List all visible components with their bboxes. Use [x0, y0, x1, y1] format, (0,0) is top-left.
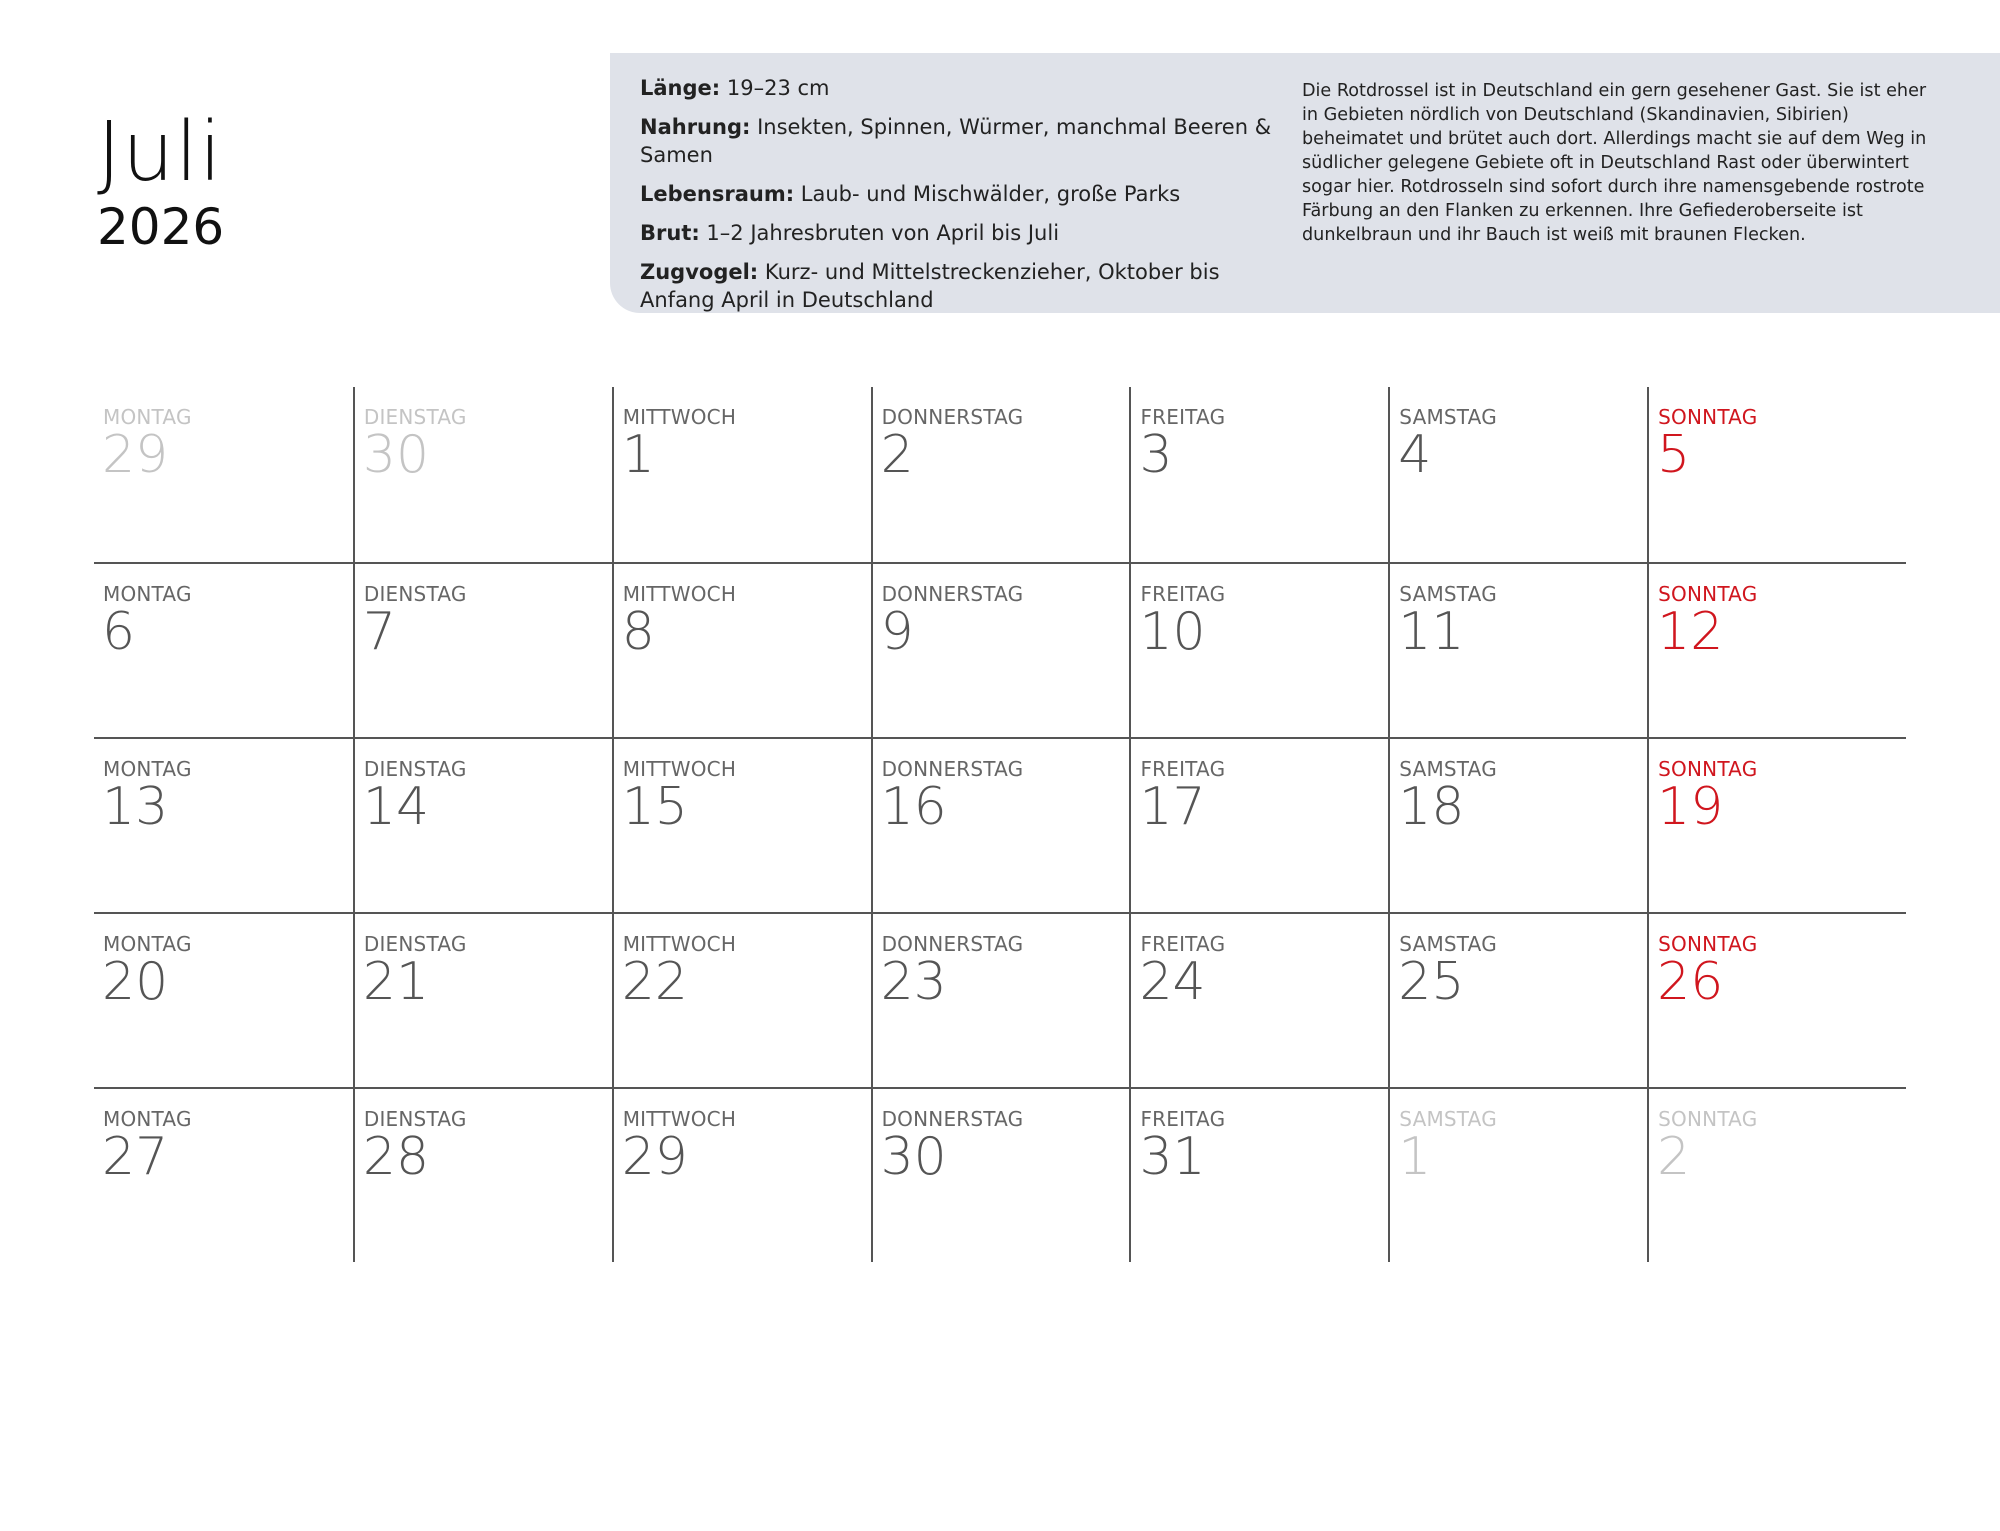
weekday-label: SONNTAG: [1658, 932, 1758, 956]
weekday-label: FREITAG: [1140, 932, 1226, 956]
day-cell: [94, 739, 353, 912]
day-number: 22: [621, 952, 688, 1012]
weekday-label: FREITAG: [1140, 405, 1226, 429]
weekday-label: MONTAG: [103, 757, 192, 781]
day-number: 27: [102, 1127, 169, 1187]
day-number: 30: [880, 1127, 947, 1187]
day-number: 28: [362, 1127, 430, 1187]
weekday-label: DONNERSTAG: [881, 932, 1024, 956]
day-cell: [1129, 739, 1388, 912]
day-number: 31: [1139, 1127, 1206, 1187]
day-cell: [871, 914, 1130, 1087]
day-cell: [353, 387, 612, 562]
day-number: 10: [1139, 602, 1206, 662]
fact-text: Laub- und Mischwälder, große Parks: [794, 181, 1181, 206]
day-cell: [612, 564, 871, 737]
day-cell: [1388, 914, 1647, 1087]
day-number: 2: [880, 425, 914, 485]
day-number: 14: [362, 777, 430, 837]
day-cell: [94, 387, 353, 562]
month-header: [97, 105, 225, 256]
weekday-label: DONNERSTAG: [881, 582, 1024, 606]
weekday-label: FREITAG: [1140, 1107, 1226, 1131]
fact-text: 1–2 Jahresbruten von April bis Juli: [699, 221, 1060, 246]
bird-description: Die Rotdrossel ist in Deutschland ein gern gesehener Gast. Sie ist eher in Gebieten nördlich von Deutschland (Skandinavien, Sibirien) beheimatet und brütet auch dort. Allerdings macht sie auf dem Weg in südlicher gelegene Gebiete oft in Deutschland Rast oder überwintert sogar hier. Rotdrosseln sind sofort durch ihre namensgebende rostrote Färbung an den Flanken zu erkennen. Ihre Gefiederoberseite ist dunkelbraun und ihr Bauch ist weiß mit braunen Flecken.: [1302, 81, 1927, 245]
weekday-label: MITTWOCH: [622, 405, 737, 429]
weekday-label: MONTAG: [103, 1107, 192, 1131]
calendar-week-row: [94, 387, 1906, 562]
day-cell: [353, 564, 612, 737]
day-cell: [1129, 387, 1388, 562]
day-number: 26: [1657, 952, 1724, 1012]
day-cell: [871, 1089, 1130, 1262]
fact-text: Insekten, Spinnen, Würmer, manchmal Beeren & Samen: [640, 115, 1272, 167]
calendar-week-row: [94, 1087, 1906, 1262]
day-cell: [612, 739, 871, 912]
day-cell: [1388, 1089, 1647, 1262]
fact-label: Nahrung:: [640, 115, 751, 140]
weekday-label: MITTWOCH: [622, 1107, 737, 1131]
day-cell: [353, 914, 612, 1087]
day-number: 1: [1398, 1127, 1432, 1187]
fact-label: Brut:: [640, 221, 700, 246]
weekday-label: SONNTAG: [1658, 405, 1758, 429]
day-cell: [1129, 564, 1388, 737]
day-cell: [1647, 914, 1906, 1087]
day-number: 11: [1398, 602, 1465, 662]
day-cell: [1129, 914, 1388, 1087]
day-number: 6: [102, 602, 136, 662]
day-number: 30: [362, 425, 430, 485]
month-title: Juli: [97, 105, 223, 200]
day-cell: [94, 564, 353, 737]
day-number: 16: [880, 777, 947, 837]
day-number: 21: [362, 952, 430, 1012]
weekday-label: DONNERSTAG: [881, 405, 1024, 429]
day-number: 9: [880, 602, 914, 662]
calendar-grid: [94, 387, 1906, 1262]
weekday-label: DONNERSTAG: [881, 1107, 1024, 1131]
weekday-label: FREITAG: [1140, 757, 1226, 781]
weekday-label: DIENSTAG: [363, 932, 467, 956]
day-cell: [871, 387, 1130, 562]
day-cell: [612, 914, 871, 1087]
fact-text: Kurz- und Mittelstreckenzieher, Oktober bis Anfang April in Deutschland: [640, 260, 1220, 312]
day-cell: [1647, 564, 1906, 737]
day-number: 18: [1398, 777, 1465, 837]
weekday-label: MONTAG: [103, 405, 192, 429]
fact-length: [640, 75, 1280, 102]
day-number: 4: [1398, 425, 1432, 485]
weekday-label: SAMSTAG: [1399, 932, 1497, 956]
fact-label: Zugvogel:: [640, 260, 759, 285]
weekday-label: MITTWOCH: [622, 757, 737, 781]
day-cell: [1647, 739, 1906, 912]
weekday-label: DIENSTAG: [363, 1107, 467, 1131]
day-cell: [1388, 739, 1647, 912]
day-cell: [94, 914, 353, 1087]
day-cell: [1647, 1089, 1906, 1262]
day-number: 19: [1657, 777, 1724, 837]
weekday-label: SAMSTAG: [1399, 582, 1497, 606]
day-number: 8: [621, 602, 655, 662]
day-cell: [1647, 387, 1906, 562]
day-number: 17: [1139, 777, 1206, 837]
fact-label: Lebensraum:: [640, 181, 795, 206]
day-number: 24: [1139, 952, 1206, 1012]
day-number: 12: [1657, 602, 1724, 662]
day-number: 23: [880, 952, 947, 1012]
calendar-week-row: [94, 562, 1906, 737]
info-panel: [610, 53, 2000, 313]
weekday-label: MONTAG: [103, 932, 192, 956]
day-cell: [1388, 564, 1647, 737]
day-cell: [871, 564, 1130, 737]
weekday-label: SONNTAG: [1658, 1107, 1758, 1131]
day-cell: [1388, 387, 1647, 562]
day-number: 29: [102, 425, 169, 485]
fact-text: 19–23 cm: [720, 76, 830, 100]
weekday-label: FREITAG: [1140, 582, 1226, 606]
weekday-label: DIENSTAG: [363, 582, 467, 606]
facts-list: [640, 75, 1280, 326]
year-title: 2026: [97, 198, 225, 256]
calendar-week-row: [94, 737, 1906, 912]
weekday-label: MITTWOCH: [622, 582, 737, 606]
day-number: 1: [621, 425, 655, 485]
day-number: 3: [1139, 425, 1173, 485]
weekday-label: DONNERSTAG: [881, 757, 1024, 781]
day-cell: [94, 1089, 353, 1262]
fact-food: [640, 114, 1280, 169]
day-cell: [871, 739, 1130, 912]
day-cell: [353, 1089, 612, 1262]
calendar-week-row: [94, 912, 1906, 1087]
weekday-label: SAMSTAG: [1399, 757, 1497, 781]
day-number: 15: [621, 777, 688, 837]
weekday-label: MITTWOCH: [622, 932, 737, 956]
day-number: 7: [362, 602, 396, 662]
weekday-label: MONTAG: [103, 582, 192, 606]
fact-breeding: [640, 220, 1280, 247]
weekday-label: SAMSTAG: [1399, 405, 1497, 429]
day-number: 2: [1657, 1127, 1691, 1187]
day-number: 25: [1398, 952, 1465, 1012]
weekday-label: SONNTAG: [1658, 757, 1758, 781]
day-number: 20: [102, 952, 169, 1012]
day-number: 13: [102, 777, 169, 837]
day-cell: [1129, 1089, 1388, 1262]
day-cell: [612, 387, 871, 562]
fact-habitat: [640, 181, 1280, 208]
fact-label: Länge:: [640, 76, 721, 100]
weekday-label: DIENSTAG: [363, 757, 467, 781]
day-number: 5: [1657, 425, 1691, 485]
day-cell: [612, 1089, 871, 1262]
weekday-label: DIENSTAG: [363, 405, 467, 429]
weekday-label: SAMSTAG: [1399, 1107, 1497, 1131]
day-cell: [353, 739, 612, 912]
fact-migration: [640, 259, 1280, 314]
weekday-label: SONNTAG: [1658, 582, 1758, 606]
day-number: 29: [621, 1127, 688, 1187]
